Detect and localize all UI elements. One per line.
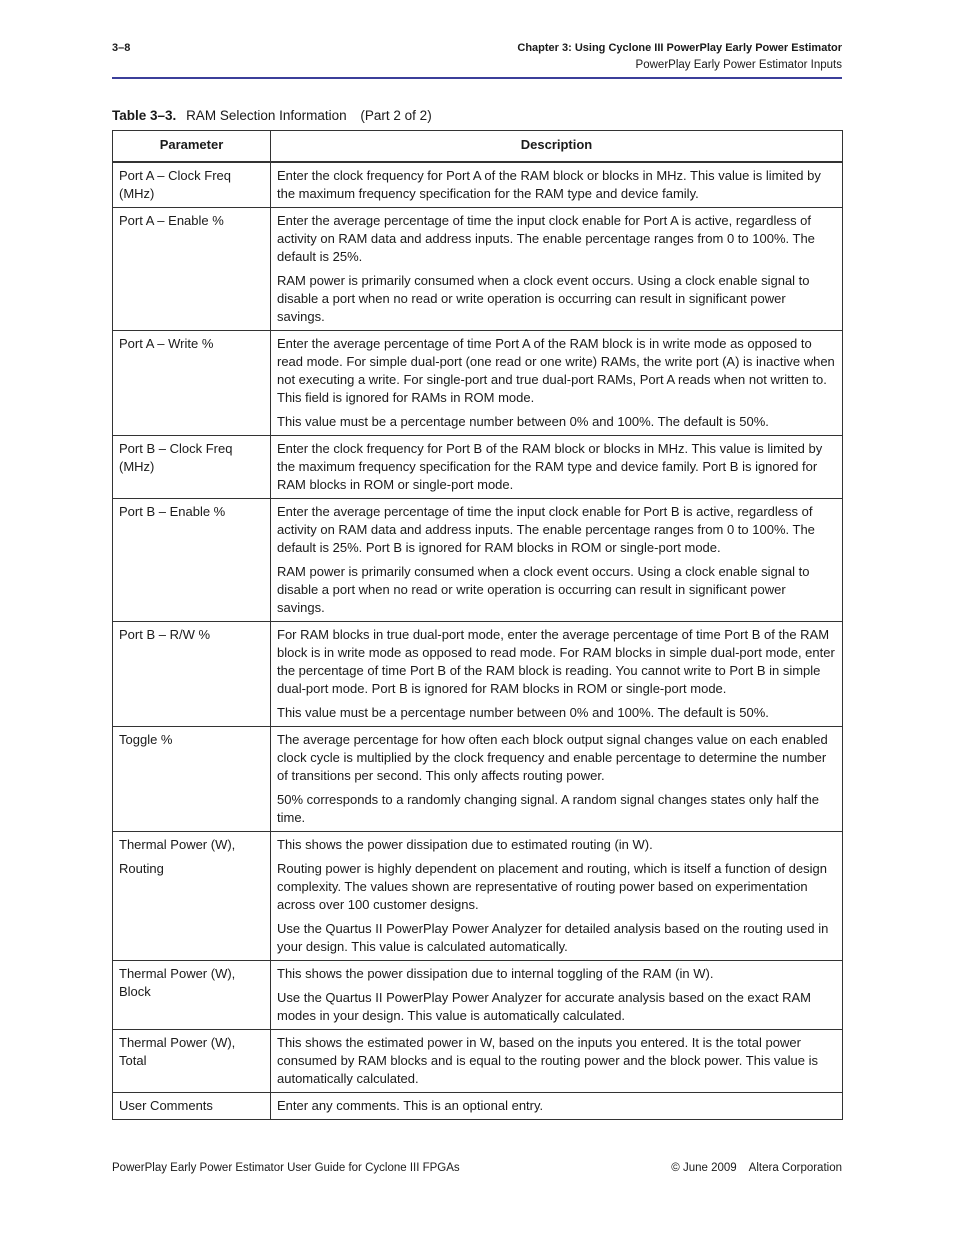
description-paragraph: Routing power is highly dependent on placement and routing, which is itself a function of design complexity. The values shown are representative of routing power based on experimentation across over 100 customer designs. xyxy=(277,861,827,912)
parameter-name: Port A – Enable % xyxy=(119,213,224,228)
table-row xyxy=(113,1093,843,1120)
description-cell xyxy=(271,1030,843,1093)
table-row xyxy=(113,162,843,208)
footer-right xyxy=(671,1162,842,1174)
parameter-name: Thermal Power (W), xyxy=(119,837,236,852)
table-body xyxy=(113,162,843,1120)
table-row xyxy=(113,961,843,1030)
description-paragraph: Enter any comments. This is an optional entry. xyxy=(277,1098,544,1113)
description-paragraph: Use the Quartus II PowerPlay Power Analyzer for detailed analysis based on the routing used in your design. This value is calculated automatically. xyxy=(277,921,829,954)
table-header-row xyxy=(113,131,843,163)
parameter-name: Port B – R/W % xyxy=(119,627,211,642)
table-row xyxy=(113,331,843,436)
table-row xyxy=(113,436,843,499)
description-paragraph: The average percentage for how often each block output signal changes value on each enabled clock cycle is multiplied by the clock frequency and enable percentage to determine the number of transitions per second. This only affects routing power. xyxy=(277,732,828,783)
description-paragraph: 50% corresponds to a randomly changing signal. A random signal changes states only half the time. xyxy=(277,792,820,825)
page-number: 3–8 xyxy=(112,42,131,54)
parameter-name: Routing xyxy=(119,861,164,876)
description-cell xyxy=(271,832,843,961)
parameter-name: Port A – Clock Freq (MHz) xyxy=(119,168,231,201)
description-paragraph: RAM power is primarily consumed when a clock event occurs. Using a clock enable signal to disable a port when no read or write operation is occurring can result in significant power savings. xyxy=(277,273,810,324)
table-row xyxy=(113,499,843,622)
description-paragraph: This value must be a percentage number between 0% and 100%. The default is 50%. xyxy=(277,705,769,720)
description-cell xyxy=(271,961,843,1030)
description-cell xyxy=(271,1093,843,1120)
parameter-name: Thermal Power (W), Total xyxy=(119,1035,236,1068)
table-caption xyxy=(112,108,432,123)
parameter-name: Toggle % xyxy=(119,732,173,747)
parameter-name: Port B – Enable % xyxy=(119,504,226,519)
parameter-cell xyxy=(113,162,271,208)
description-cell xyxy=(271,499,843,622)
description-cell xyxy=(271,162,843,208)
description-cell xyxy=(271,208,843,331)
parameter-cell xyxy=(113,1030,271,1093)
table-title: RAM Selection Information xyxy=(186,108,347,123)
description-paragraph: For RAM blocks in true dual-port mode, enter the average percentage of time Port B of the RAM block is in write mode as opposed to read mode. For RAM blocks in simple dual-port mode, enter the percentage of time Port B of the RAM block is reading. You cannot write to Port B in simple dual-port mode. Port B is ignored for RAM blocks in ROM or single-port mode. xyxy=(277,627,835,696)
table-row xyxy=(113,1030,843,1093)
column-header-parameter: Parameter xyxy=(113,131,271,163)
parameter-cell xyxy=(113,832,271,961)
footer-date: © June 2009 xyxy=(671,1162,737,1174)
parameter-cell xyxy=(113,727,271,832)
description-cell xyxy=(271,331,843,436)
description-paragraph: Enter the average percentage of time the input clock enable for Port B is active, regardless of activity on RAM data and address inputs. The enable percentage ranges from 0 to 100%. The default is 25%. Port B is ignored for RAM blocks in ROM or single-port mode. xyxy=(277,504,815,555)
description-paragraph: RAM power is primarily consumed when a clock event occurs. Using a clock enable signal to disable a port when no read or write operation is occurring can result in significant power savings. xyxy=(277,564,810,615)
parameter-cell xyxy=(113,436,271,499)
description-cell xyxy=(271,622,843,727)
parameter-name: User Comments xyxy=(119,1098,213,1113)
description-cell xyxy=(271,436,843,499)
table-row xyxy=(113,622,843,727)
footer-guide-title: PowerPlay Early Power Estimator User Guide for Cyclone III FPGAs xyxy=(112,1162,460,1174)
parameter-name: Thermal Power (W), Block xyxy=(119,966,236,999)
parameter-cell xyxy=(113,208,271,331)
parameter-cell xyxy=(113,622,271,727)
table-row xyxy=(113,727,843,832)
table-row xyxy=(113,208,843,331)
header-rule xyxy=(112,77,842,79)
description-paragraph: This shows the power dissipation due to estimated routing (in W). xyxy=(277,837,653,852)
ram-selection-table xyxy=(112,130,843,1120)
table-number: Table 3–3. xyxy=(112,108,177,123)
chapter-title: Chapter 3: Using Cyclone III PowerPlay Early Power Estimator xyxy=(517,42,842,54)
description-paragraph: This shows the estimated power in W, based on the inputs you entered. It is the total power consumed by RAM blocks and is equal to the routing power and the block power. This value is automatically calculated. xyxy=(277,1035,819,1086)
parameter-cell xyxy=(113,499,271,622)
description-paragraph: Enter the clock frequency for Port B of the RAM block or blocks in MHz. This value is limited by the maximum frequency specification for the RAM type and device family. Port B is ignored for RAM blocks in ROM or single-port mode. xyxy=(277,441,823,492)
parameter-name: Port A – Write % xyxy=(119,336,214,351)
footer-company: Altera Corporation xyxy=(748,1162,842,1174)
parameter-cell xyxy=(113,331,271,436)
section-title: PowerPlay Early Power Estimator Inputs xyxy=(635,59,842,71)
parameter-cell xyxy=(113,1093,271,1120)
description-paragraph: Enter the average percentage of time Port A of the RAM block is in write mode as opposed to read mode. For simple dual-port (one read or one write) RAMs, the write port (A) is inactive when not executing a write. For single-port and true dual-port RAMs, Port A reads when not written to. This field is ignored for RAMs in ROM mode. xyxy=(277,336,835,405)
parameter-cell xyxy=(113,961,271,1030)
parameter-name: Port B – Clock Freq (MHz) xyxy=(119,441,233,474)
description-cell xyxy=(271,727,843,832)
description-paragraph: Enter the clock frequency for Port A of the RAM block or blocks in MHz. This value is limited by the maximum frequency specification for the RAM type and device family. xyxy=(277,168,821,201)
description-paragraph: Enter the average percentage of time the input clock enable for Port A is active, regardless of activity on RAM data and address inputs. The enable percentage ranges from 0 to 100%. The default is 25%. xyxy=(277,213,815,264)
table-row xyxy=(113,832,843,961)
description-paragraph: Use the Quartus II PowerPlay Power Analyzer for accurate analysis based on the exact RAM modes in your design. This value is automatically calculated. xyxy=(277,990,811,1023)
table-part: (Part 2 of 2) xyxy=(360,108,432,123)
description-paragraph: This shows the power dissipation due to internal toggling of the RAM (in W). xyxy=(277,966,714,981)
column-header-description: Description xyxy=(271,131,843,163)
description-paragraph: This value must be a percentage number between 0% and 100%. The default is 50%. xyxy=(277,414,769,429)
